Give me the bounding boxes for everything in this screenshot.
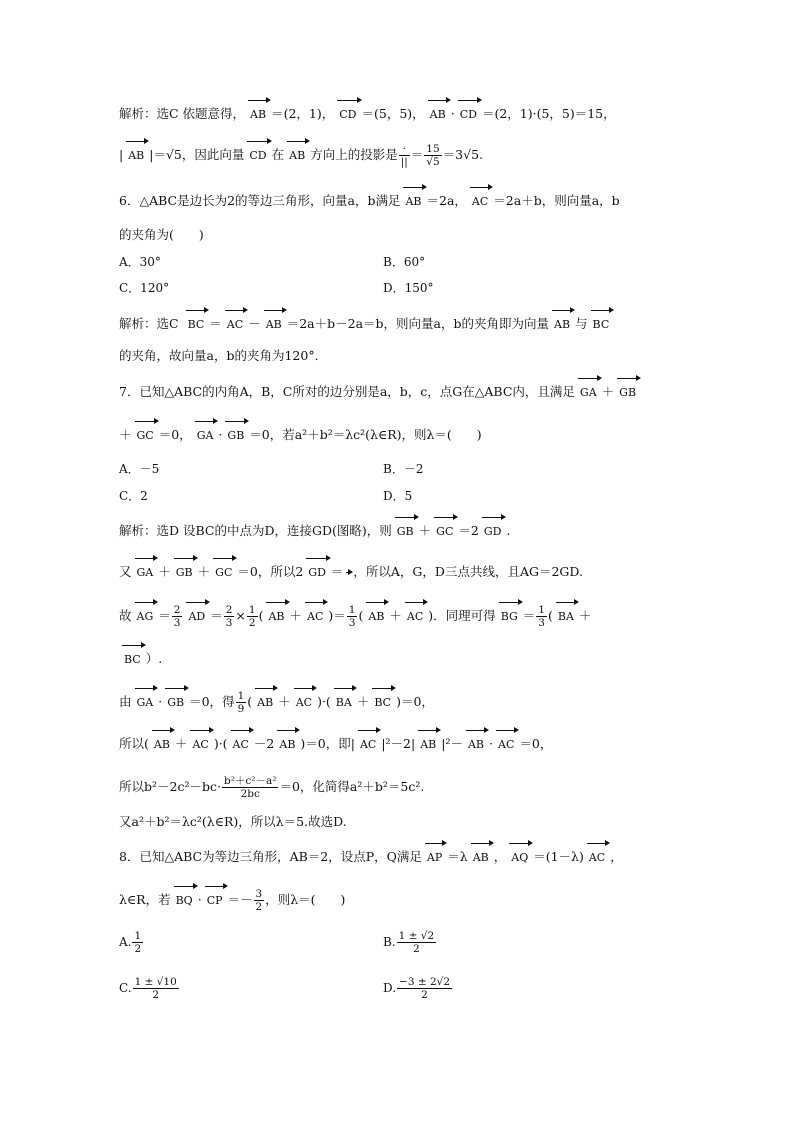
vector-gb: GB <box>173 562 196 584</box>
vector-ac: AC <box>469 191 491 213</box>
solution-7-line7: 所以b²－2c²－bc· $\frac{\text{b²＋c²－a²}}{2bc}$ ＝0，化简得a²＋b²＝5c². <box>119 775 425 800</box>
vector-ga: GA <box>577 382 600 404</box>
vector-gb: GB <box>394 521 417 543</box>
vector-ac: AC <box>230 734 252 756</box>
fraction: $\frac{1 \pm √2}{2}$ <box>398 930 435 955</box>
solution-7-line2: 又 GA ＋ GB ＋ GC ＝0，所以2 GD ＝ ，所以A，G，D三点共线，且AG＝2GD. <box>119 561 714 584</box>
text: · <box>450 106 455 121</box>
vector-gc: GC <box>212 562 235 584</box>
vector-cd: CD <box>457 104 480 126</box>
vector-ac: AC <box>404 606 426 628</box>
vector-gc: GC <box>134 425 157 447</box>
q6-option-a: A．30° <box>119 255 161 269</box>
solution-7-line1: 解析：选D 设BC的中点为D，连接GD(图略)，则 GB ＋ GC ＝2 GD . <box>119 520 714 543</box>
fraction: $\frac{2}{3}$ <box>225 604 233 629</box>
q7-option-a: A．－5 <box>119 462 160 476</box>
fraction: $\frac{15}{√5}$ <box>426 143 440 168</box>
vector-ab: AB <box>427 104 449 126</box>
vector-cd: CD <box>336 104 359 126</box>
vector-ab: AB <box>125 145 147 167</box>
solution-6-line1: 解析：选C BC ＝ AC － AB ＝2a＋b－2a＝b，则向量a，b的夹角即为向量 AB 与 BC <box>119 313 714 336</box>
fraction: $\frac{\text{b²＋c²－a²}}{2bc}$ <box>223 775 277 800</box>
vector-bc: BC <box>185 314 208 336</box>
vector-ga: GA <box>134 692 157 714</box>
vector-ab: AB <box>254 692 276 714</box>
vector-ac: AC <box>495 734 517 756</box>
vector-ab: AB <box>551 314 573 336</box>
vector-gb: GB <box>224 425 247 447</box>
vector-ab: AB <box>276 734 298 756</box>
text: ＝3√5. <box>442 147 484 162</box>
vector-ac: AC <box>189 734 211 756</box>
vector-ab: AB <box>465 734 487 756</box>
fraction: $\frac{2}{3}$ <box>173 604 181 629</box>
text: |＝√5，因此向量 <box>149 147 245 162</box>
q8-option-b: B. $\frac{1 \pm √2}{2}$ <box>383 930 435 955</box>
vector-ab: AB <box>265 606 287 628</box>
fraction: $\frac{1}{3}$ <box>348 604 356 629</box>
vector-ga: GA <box>194 425 217 447</box>
fraction: $\frac{-3 \pm 2√2}{2}$ <box>399 976 451 1001</box>
vector-bg: BG <box>498 606 521 628</box>
text: ＝(2，1)·(5，5)＝15， <box>481 106 616 121</box>
text: 方向上的投影是 <box>310 147 398 162</box>
solution-7-line3: 故 AG ＝ $\frac{2}{3}$ AD ＝ $\frac{2}{3}$ × $\frac{1}{2}$ ( AB ＋ AC )＝ $\frac{1}{3}$ ( AB ＋ AC )．同理可得 BG ＝ $\frac{1}{3}$ ( BA ＋ <box>119 604 592 629</box>
q7-option-d: D．5 <box>383 489 413 503</box>
q8-option-c: C. $\frac{1 \pm √10}{2}$ <box>119 976 177 1001</box>
question-6-line1: 6．△ABC是边长为2的等边三角形，向量a，b满足 AB ＝2a， AC ＝2a＋b，则向量a，b <box>119 190 714 213</box>
text: ＝(5，5)， <box>361 106 425 121</box>
vector-bq: BQ <box>173 890 196 912</box>
text: ＝(2，1)， <box>271 106 335 121</box>
vector-ad: AD <box>185 606 208 628</box>
vector-ab: AB <box>151 734 173 756</box>
solution-7-line5: 由 GA · GB ＝0，得 $\frac{1}{9}$ ( AB ＋ AC )·( BA ＋ BC )＝0， <box>119 690 434 715</box>
solution-5-line1 <box>119 103 714 126</box>
question-8-line1: 8．已知△ABC为等边三角形，AB＝2，设点P，Q满足 AP ＝λ AB ， AQ ＝(1－λ) AC ， <box>119 846 714 869</box>
q8-option-d: D. $\frac{-3 \pm 2√2}{2}$ <box>383 976 451 1001</box>
vector-ab: AB <box>402 191 424 213</box>
vector-bc: BC <box>371 692 394 714</box>
q6-option-b: B．60° <box>383 255 426 269</box>
vector-ag: AG <box>134 606 157 628</box>
vector-ac: AC <box>293 692 315 714</box>
q8-option-a: A. $\frac{1}{2}$ <box>119 930 142 955</box>
vector-ab: AB <box>417 734 439 756</box>
vector-ba: BA <box>333 692 355 714</box>
fraction: $\frac{1}{9}$ <box>237 690 245 715</box>
vector-gc: GC <box>433 521 456 543</box>
vector-ap: AP <box>424 847 445 869</box>
vector-aq: AQ <box>508 847 531 869</box>
vector-bc: BC <box>590 314 613 336</box>
vector-gd: GD <box>481 521 505 543</box>
vector-cp: CP <box>204 890 226 912</box>
text: 解析：选C 依题意得， <box>119 106 246 121</box>
vector-ac: AC <box>224 314 246 336</box>
solution-7-line8: 又a²＋b²＝λc²(λ∈R)，所以λ＝5.故选D. <box>119 814 347 829</box>
vector-gb: GB <box>164 692 187 714</box>
vector-bc: BC <box>121 649 144 671</box>
fraction: $\frac{1 \pm √10}{2}$ <box>134 976 177 1001</box>
vector-ga: GA <box>134 562 157 584</box>
vector-ab: AB <box>286 145 308 167</box>
solution-7-line6: 所以( AB ＋ AC )·( AC －2 AB )＝0，即| AC |²－2| AB |²－ AB · AC ＝0， <box>119 733 714 756</box>
text: 在 <box>271 147 285 162</box>
vector-gd: GD <box>305 562 329 584</box>
q6-option-d: D．150° <box>383 281 434 295</box>
solution-5-line2: | AB |＝√5，因此向量 CD 在 AB 方向上的投影是 $\frac{\cdot}{||}$ ＝ $\frac{15}{√5}$ ＝3√5. <box>119 143 484 168</box>
vector-ab: AB <box>247 104 269 126</box>
fraction: $\frac{3}{2}$ <box>255 888 263 913</box>
vector-ab: AB <box>365 606 387 628</box>
vector-ac: AC <box>357 734 379 756</box>
question-7-line1: 7．已知△ABC的内角A，B，C所对的边分别是a，b，c，点G在△ABC内，且满足 GA ＋ GB <box>119 381 714 404</box>
fraction: $\frac{1}{3}$ <box>538 604 545 629</box>
vector-cd: CD <box>246 145 269 167</box>
vector-ba: BA <box>555 606 577 628</box>
vector-ac: AC <box>304 606 326 628</box>
vector-gb: GB <box>616 382 639 404</box>
vector-ab: AB <box>263 314 285 336</box>
vector-ac: AC <box>586 847 608 869</box>
fraction: $\frac{1}{2}$ <box>248 604 256 629</box>
q7-option-c: C．2 <box>119 489 148 503</box>
question-8-line2: λ∈R，若 BQ · CP ＝－ $\frac{3}{2}$ ，则λ＝( ) <box>119 888 346 913</box>
vector-ab: AB <box>470 847 492 869</box>
fraction: $\frac{1}{2}$ <box>134 930 142 955</box>
solution-7-line4: BC ）. <box>119 648 714 671</box>
question-7-line2: ＋ GC ＝0， GA · GB ＝0，若a²＋b²＝λc²(λ∈R)，则λ＝( ) <box>119 424 714 447</box>
q7-option-b: B．－2 <box>383 462 424 476</box>
question-6-line2: 的夹角为( ) <box>119 227 204 242</box>
text: | <box>119 147 124 162</box>
q6-option-c: C．120° <box>119 281 170 295</box>
fraction: $\frac{\cdot}{||}$ <box>400 143 408 168</box>
solution-6-line2: 的夹角，故向量a，b的夹角为120°． <box>119 348 328 363</box>
